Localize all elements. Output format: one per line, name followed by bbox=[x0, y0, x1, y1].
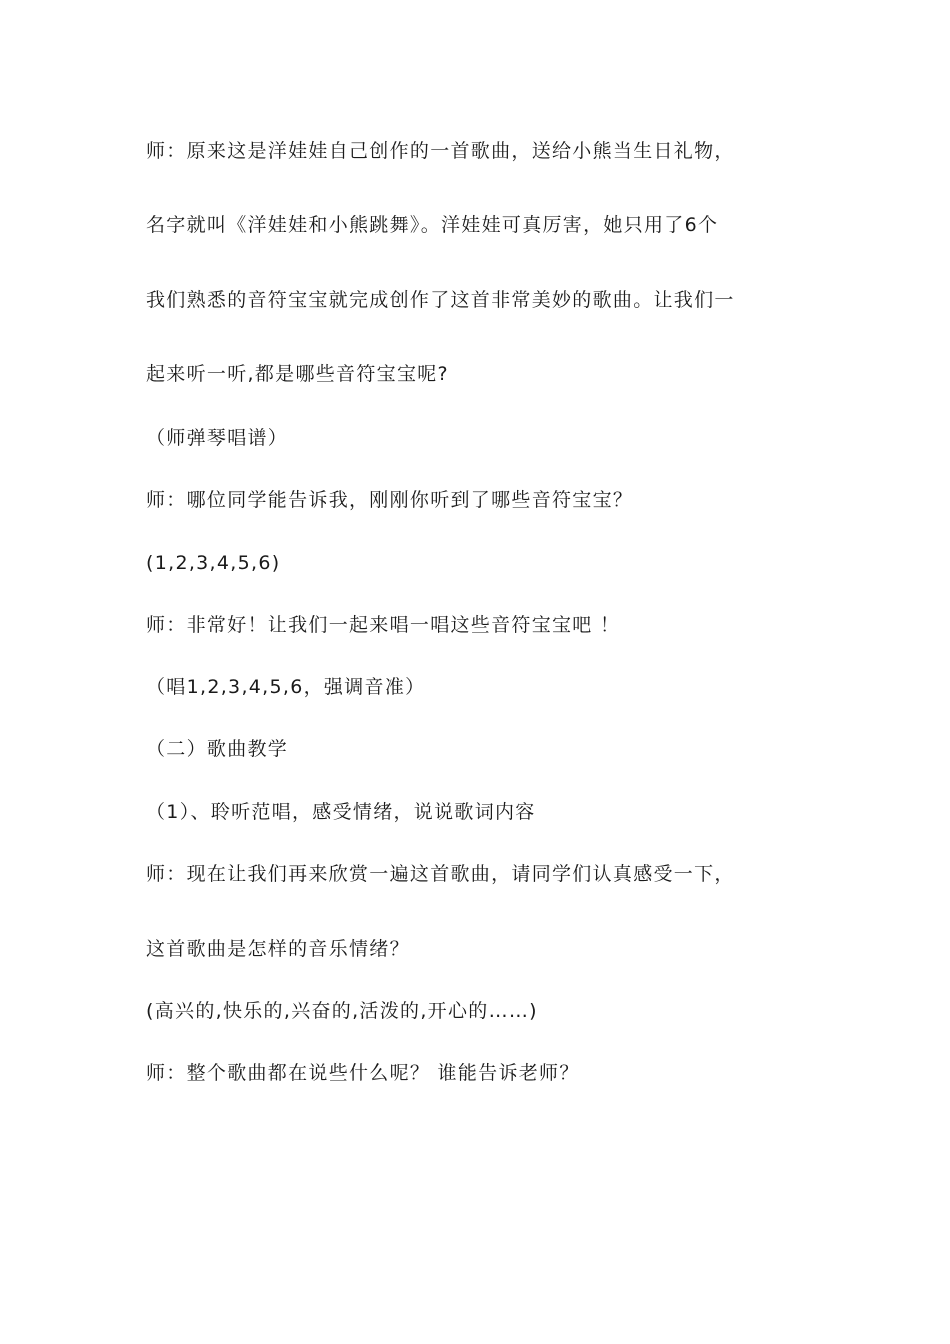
text-line: 师：整个歌曲都在说些什么呢？ 谁能告诉老师？ bbox=[146, 1062, 580, 1084]
text-line: 师：现在让我们再来欣赏一遍这首歌曲，请同学们认真感受一下， bbox=[146, 863, 735, 885]
text-line: (1,2,3,4,5,6) bbox=[146, 552, 281, 574]
text-line: 起来听一听,都是哪些音符宝宝呢? bbox=[146, 363, 449, 385]
text-line: 名字就叫《洋娃娃和小熊跳舞》。洋娃娃可真厉害，她只用了6个 bbox=[146, 214, 719, 236]
text-line: 师：哪位同学能告诉我，刚刚你听到了哪些音符宝宝？ bbox=[146, 489, 634, 511]
text-line: （师弹琴唱谱） bbox=[146, 427, 289, 449]
text-line: 师：原来这是洋娃娃自己创作的一首歌曲，送给小熊当生日礼物， bbox=[146, 140, 735, 162]
text-line: （唱1,2,3,4,5,6，强调音准） bbox=[146, 676, 426, 698]
text-line: 这首歌曲是怎样的音乐情绪？ bbox=[146, 938, 410, 960]
section-heading: （二）歌曲教学 bbox=[146, 738, 289, 760]
text-line: 我们熟悉的音符宝宝就完成创作了这首非常美妙的歌曲。让我们一 bbox=[146, 289, 735, 311]
text-line: (高兴的,快乐的,兴奋的,活泼的,开心的……) bbox=[146, 1000, 538, 1022]
text-line: 师：非常好！让我们一起来唱一唱这些音符宝宝吧 ！ bbox=[146, 614, 621, 636]
subsection-heading: （1）、聆听范唱，感受情绪，说说歌词内容 bbox=[146, 801, 536, 823]
